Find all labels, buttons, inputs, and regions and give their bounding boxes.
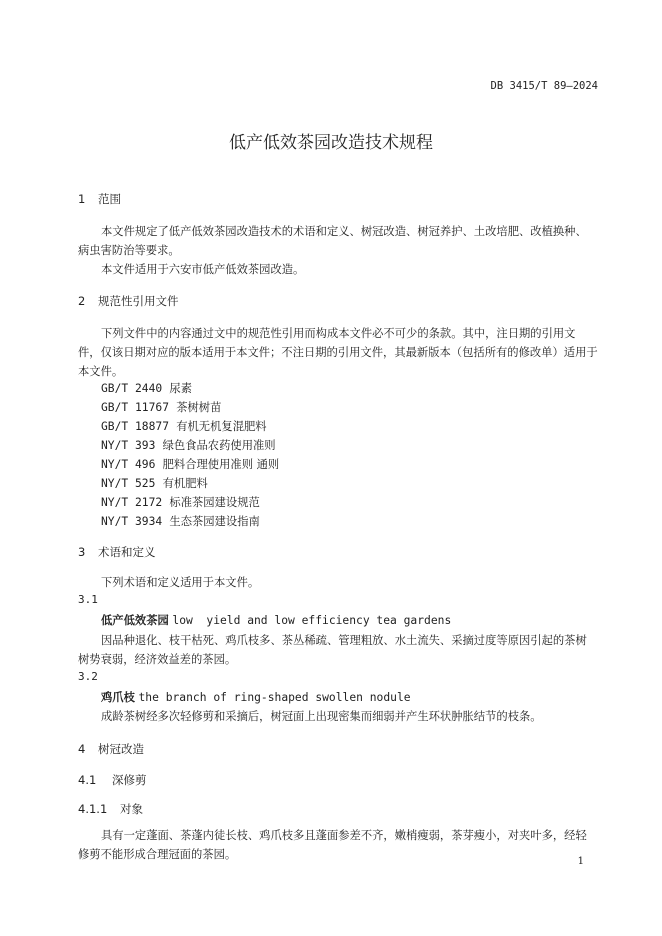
- section-title: 范围: [98, 192, 121, 206]
- term-entry: [101, 689, 411, 705]
- section-title: 术语和定义: [98, 545, 156, 559]
- subsection-heading: [78, 772, 147, 788]
- subsection-number: 4.1.1: [78, 802, 108, 816]
- term-entry: [101, 612, 451, 628]
- section-heading-terms: [78, 544, 156, 560]
- term-definition: 因品种退化、枝干枯死、鸡爪枝多、茶丛稀疏、管理粗放、水土流失、采摘过度等原因引起的茶树树势衰弱，经济效益差的茶园。: [78, 634, 587, 666]
- term-zh: 低产低效茶园: [101, 614, 169, 627]
- section-heading-refs: [78, 293, 179, 309]
- reference-item: GB/T 18877 有机无机复混肥料: [101, 420, 267, 433]
- section-heading-crown: [78, 741, 144, 757]
- reference-item: NY/T 3934 生态茶园建设指南: [101, 515, 260, 528]
- term-en: the branch of ring-shaped swollen nodule: [138, 691, 411, 704]
- page-number: 1: [577, 856, 584, 867]
- reference-item: NY/T 393 绿色食品农药使用准则: [101, 439, 276, 452]
- paragraph: 本文件适用于六安市低产低效茶园改造。: [101, 263, 305, 276]
- term-number: 3.2: [78, 670, 98, 683]
- subsection-title: 对象: [120, 802, 143, 816]
- subsection-number: 4.1: [78, 773, 97, 787]
- paragraph: 下列文件中的内容通过文中的规范性引用而构成本文件必不可少的条款。其中，注日期的引用文件，仅该日期对应的版本适用于本文件；不注日期的引用文件，其最新版本（包括所有的修改单）适用于本文件。: [78, 327, 598, 378]
- reference-item: NY/T 2172 标准茶园建设规范: [101, 496, 260, 509]
- section-heading-scope: [78, 191, 121, 207]
- term-number: 3.1: [78, 593, 98, 606]
- reference-item: GB/T 11767 茶树树苗: [101, 401, 222, 414]
- page-title: 低产低效茶园改造技术规程: [229, 133, 433, 153]
- section-title: 树冠改造: [98, 742, 144, 756]
- reference-item: NY/T 525 有机肥料: [101, 477, 208, 490]
- section-number: 2: [78, 294, 86, 308]
- standard-number: DB 3415/T 89—2024: [490, 80, 598, 92]
- subsection-title: 深修剪: [112, 773, 147, 787]
- section-number: 4: [78, 742, 86, 756]
- section-title: 规范性引用文件: [98, 294, 179, 308]
- section-number: 1: [78, 192, 86, 206]
- term-en: low yield and low efficiency tea gardens: [172, 614, 452, 627]
- term-zh: 鸡爪枝: [101, 691, 135, 704]
- paragraph: 本文件规定了低产低效茶园改造技术的术语和定义、树冠改造、树冠养护、土改培肥、改植换种、病虫害防治等要求。: [78, 225, 587, 257]
- paragraph: 下列术语和定义适用于本文件。: [101, 576, 260, 589]
- section-number: 3: [78, 545, 86, 559]
- reference-item: GB/T 2440 尿素: [101, 382, 193, 395]
- term-definition: 成龄茶树经多次轻修剪和采摘后，树冠面上出现密集而细弱并产生环状肿胀结节的枝条。: [101, 710, 542, 723]
- reference-item: NY/T 496 肥料合理使用准则 通则: [101, 458, 280, 471]
- subsection-heading: [78, 801, 143, 817]
- paragraph: 具有一定蓬面、茶蓬内徒长枝、鸡爪枝多且蓬面参差不齐，嫩梢瘦弱，茶芽瘦小，对夹叶多，经轻修剪不能形成合理冠面的茶园。: [78, 829, 587, 861]
